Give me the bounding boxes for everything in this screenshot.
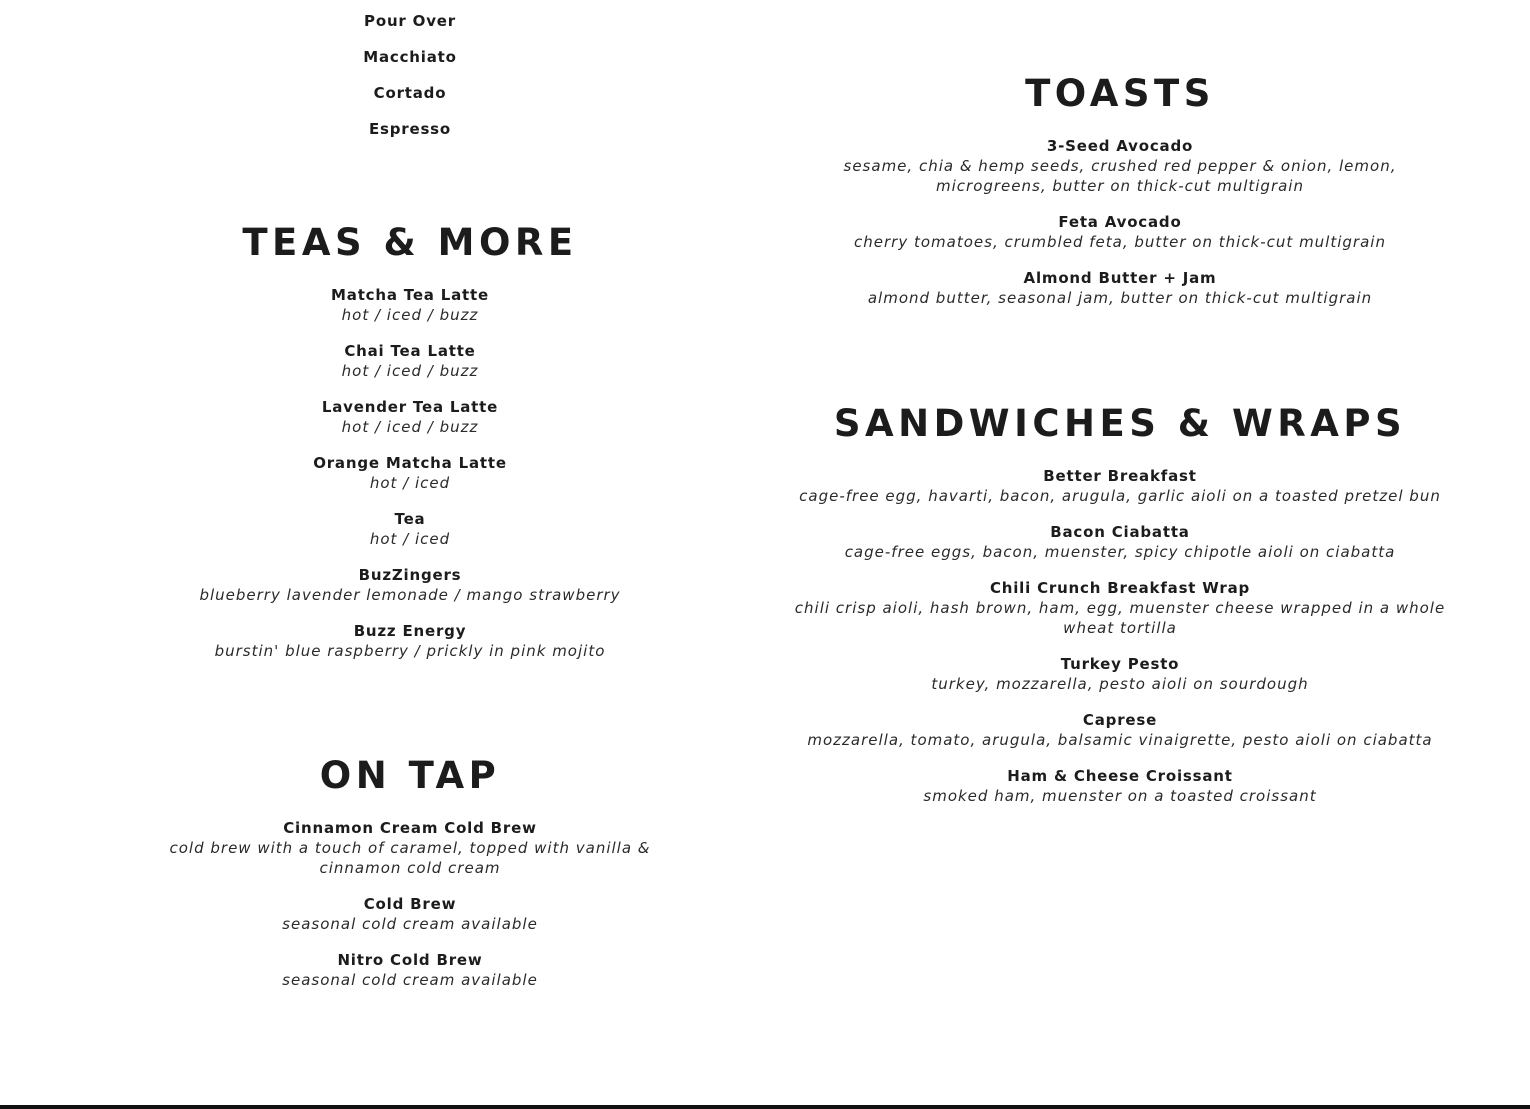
item-description: almond butter, seasonal jam, butter on thick-cut multigrain (867, 289, 1373, 307)
menu-item (90, 397, 730, 437)
menu-item (780, 766, 1460, 806)
item-name: Tea (394, 510, 426, 528)
teas-section (90, 221, 730, 677)
item-name: Matcha Tea Latte (331, 286, 489, 304)
footer-divider (0, 1105, 1530, 1109)
item-description: smoked ham, muenster on a toasted croissant (923, 787, 1317, 805)
menu-item (780, 710, 1460, 750)
item-name: Ham & Cheese Croissant (1007, 767, 1233, 785)
menu-item (780, 268, 1460, 308)
item-name: Chili Crunch Breakfast Wrap (989, 579, 1251, 597)
toasts-section (780, 72, 1460, 324)
menu-item (90, 509, 730, 549)
item-name: Cinnamon Cream Cold Brew (283, 819, 537, 837)
item-description: seasonal cold cream available (282, 915, 538, 933)
item-name: Better Breakfast (1043, 467, 1197, 485)
section-title: TEAS & MORE (242, 221, 578, 264)
menu-item (90, 565, 730, 605)
menu-item (780, 466, 1460, 506)
menu-item (90, 453, 730, 493)
item-description: turkey, mozzarella, pesto aioli on sourdough (931, 675, 1309, 693)
item-description: chili crisp aioli, hash brown, ham, egg, muenster cheese wrapped in a whole wheat tortilla (794, 599, 1446, 637)
item-name: Chai Tea Latte (344, 342, 476, 360)
item-description: seasonal cold cream available (282, 971, 538, 989)
coffee-item: Pour Over (364, 12, 456, 30)
menu-item (780, 212, 1460, 252)
menu-item (90, 818, 730, 878)
section-title: ON TAP (319, 754, 501, 797)
item-name: Almond Butter + Jam (1023, 269, 1217, 287)
item-description: sesame, chia & hemp seeds, crushed red pepper & onion, lemon, microgreens, butter on thick-cut multigrain (843, 157, 1397, 195)
item-name: Caprese (1082, 711, 1158, 729)
menu-item (90, 950, 730, 990)
item-description: hot / iced / buzz (341, 306, 479, 324)
item-name: Buzz Energy (353, 622, 467, 640)
menu-item (780, 522, 1460, 562)
item-name: Lavender Tea Latte (321, 398, 499, 416)
item-description: blueberry lavender lemonade / mango strawberry (199, 586, 621, 604)
item-description: cage-free eggs, bacon, muenster, spicy chipotle aioli on ciabatta (844, 543, 1396, 561)
menu-item (780, 654, 1460, 694)
on-tap-section (90, 754, 730, 1006)
item-name: 3-Seed Avocado (1046, 137, 1194, 155)
menu-item (780, 136, 1460, 196)
item-description: mozzarella, tomato, arugula, balsamic vinaigrette, pesto aioli on ciabatta (807, 731, 1433, 749)
menu-item (780, 578, 1460, 638)
item-name: BuzZingers (358, 566, 462, 584)
item-description: hot / iced (369, 474, 451, 492)
item-name: Orange Matcha Latte (313, 454, 507, 472)
menu-item (90, 621, 730, 661)
item-name: Turkey Pesto (1060, 655, 1180, 673)
coffee-drink-list (90, 11, 730, 155)
item-description: hot / iced (369, 530, 451, 548)
section-title: SANDWICHES & WRAPS (833, 402, 1407, 445)
item-name: Nitro Cold Brew (337, 951, 483, 969)
item-name: Cold Brew (363, 895, 457, 913)
item-description: cage-free egg, havarti, bacon, arugula, garlic aioli on a toasted pretzel bun (799, 487, 1441, 505)
menu-item (90, 285, 730, 325)
item-description: burstin' blue raspberry / prickly in pink mojito (214, 642, 606, 660)
coffee-item: Cortado (373, 84, 447, 102)
menu-item (90, 341, 730, 381)
menu-item (90, 894, 730, 934)
coffee-item: Espresso (368, 120, 452, 138)
item-name: Feta Avocado (1058, 213, 1182, 231)
item-description: cold brew with a touch of caramel, topped with vanilla & cinnamon cold cream (169, 839, 651, 877)
item-description: hot / iced / buzz (341, 418, 479, 436)
sandwiches-section (780, 402, 1460, 822)
item-description: hot / iced / buzz (341, 362, 479, 380)
item-description: cherry tomatoes, crumbled feta, butter on thick-cut multigrain (854, 233, 1386, 251)
section-title: TOASTS (1025, 72, 1215, 115)
coffee-item: Macchiato (363, 48, 457, 66)
item-name: Bacon Ciabatta (1050, 523, 1190, 541)
